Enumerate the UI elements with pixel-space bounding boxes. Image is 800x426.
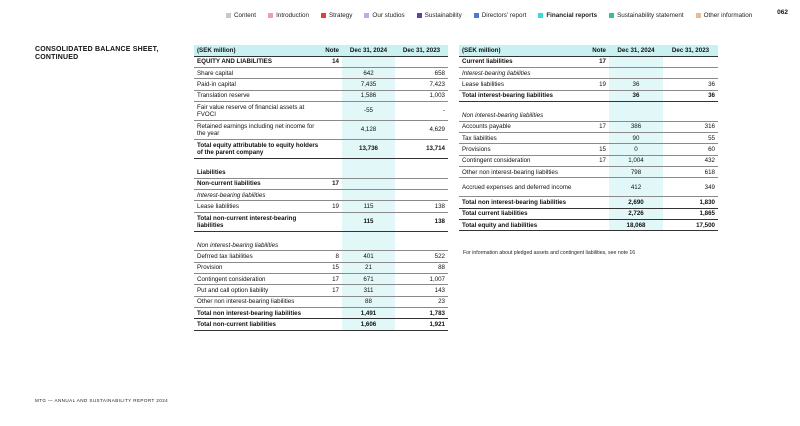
row-note [589,197,609,208]
table-row [459,208,718,219]
table-row [194,90,448,101]
table-row [459,121,718,132]
row-value-2023: 432 [663,155,718,166]
header-2023: Dec 31, 2023 [395,45,448,56]
row-note [322,231,342,240]
row-value-2023: 7,423 [395,79,448,90]
row-value-2023 [395,158,448,167]
table-row [459,178,718,197]
row-value-2024: 2,726 [609,208,663,219]
row-note [322,167,342,178]
row-value-2024: 115 [342,212,395,231]
row-value-2024: 4,128 [342,120,395,139]
nav-item-label: Other information [703,11,753,19]
row-label: Put and call option liability [194,285,322,296]
row-value-2024 [342,158,395,167]
table-row [194,120,448,139]
row-label: Other non interest-bearing liabilities [194,296,322,307]
row-value-2024 [342,56,395,67]
row-note [322,101,342,120]
table-row [194,240,448,251]
row-note [322,139,342,158]
nav-color-square-icon [321,13,326,18]
row-note [589,90,609,101]
row-label: Total non-current liabilities [194,319,322,330]
section-title: CONSOLIDATED BALANCE SHEET, CONTINUED [35,46,159,61]
table-row [194,212,448,231]
table-header-row [459,45,718,56]
table-row [194,68,448,79]
nav-item-label: Financial reports [546,11,598,19]
row-value-2023: 316 [663,121,718,132]
table-spacer-row [194,158,448,167]
row-value-2023 [663,68,718,79]
row-value-2023: 23 [395,296,448,307]
row-value-2024 [342,190,395,201]
row-value-2024: 88 [342,296,395,307]
header-2024: Dec 31, 2024 [609,45,663,56]
row-label: Contingent consideration [459,155,589,166]
row-value-2024: 7,435 [342,79,395,90]
row-value-2023: 55 [663,133,718,144]
table-row [194,139,448,158]
row-value-2024 [609,101,663,110]
table-spacer-row [459,101,718,110]
row-value-2023 [395,231,448,240]
balance-sheet-table-right [459,45,718,231]
table-row [194,274,448,285]
nav-item-label: Content [234,11,257,19]
balance-sheet-table-left [194,45,448,331]
header-label: (SEK million) [459,45,589,56]
row-label: Liabilities [194,167,322,178]
row-value-2023: 4,629 [395,120,448,139]
nav-item-other-information[interactable] [696,12,753,19]
table-row [459,197,718,208]
row-label [194,231,322,240]
row-value-2024 [609,110,663,121]
row-note: 8 [322,251,342,262]
header-label: (SEK million) [194,45,322,56]
header-note: Note [589,45,609,56]
nav-item-label: Introduction [276,11,309,19]
row-value-2024: 36 [609,90,663,101]
table-row [459,56,718,67]
nav-color-square-icon [417,13,422,18]
row-note [322,120,342,139]
row-note [589,110,609,121]
table-row [194,190,448,201]
row-note [322,319,342,330]
row-value-2024: 36 [609,79,663,90]
row-label: Defrred tax liabilities [194,251,322,262]
table-row [459,110,718,121]
table-row [194,101,448,120]
row-value-2024 [609,68,663,79]
nav-item-label: Strategy [328,11,353,19]
row-label: Provisions [459,144,589,155]
row-value-2023: 60 [663,144,718,155]
row-label [194,158,322,167]
row-value-2023: 618 [663,166,718,177]
row-value-2024: 798 [609,166,663,177]
row-note [322,212,342,231]
row-note: 19 [589,79,609,90]
row-value-2024: 21 [342,262,395,273]
row-value-2023: 17,500 [663,219,718,230]
nav-item-label: Directors' report [481,11,527,19]
row-value-2023: 36 [663,79,718,90]
row-label: Lease liabilities [194,201,322,212]
row-label: Total non interest-bearing liabilities [194,307,322,318]
row-note [589,68,609,79]
top-navigation [226,9,764,21]
nav-color-square-icon [226,13,231,18]
row-value-2023: 1,003 [395,90,448,101]
row-value-2024: 401 [342,251,395,262]
row-note: 19 [322,201,342,212]
row-label: Non-current liabilities [194,178,322,189]
row-label: Tax liabilities [459,133,589,144]
nav-color-square-icon [364,13,369,18]
row-value-2024: 18,068 [609,219,663,230]
row-value-2024: 1,491 [342,307,395,318]
row-value-2023: 1,921 [395,319,448,330]
row-label: Accrued expenses and deferred income [459,178,589,197]
row-label: EQUITY AND LIABILITIES [194,56,322,67]
row-note [322,158,342,167]
nav-item-our-studios[interactable] [364,12,404,19]
nav-item-sustainability-statement[interactable] [609,12,684,19]
row-value-2023 [663,110,718,121]
row-label: Provision [194,262,322,273]
row-note: 17 [589,121,609,132]
table-row [194,307,448,318]
nav-color-square-icon [474,13,479,18]
row-value-2023 [395,240,448,251]
nav-item-introduction[interactable] [268,12,309,19]
row-note [589,178,609,197]
nav-item-sustainability[interactable] [417,12,462,19]
nav-color-square-icon [696,13,701,18]
row-value-2023: 1,865 [663,208,718,219]
nav-item-label: Sustainability [424,11,462,19]
table-row [194,201,448,212]
nav-item-financial-reports[interactable] [538,12,597,19]
row-note [589,133,609,144]
row-note [322,68,342,79]
table-row [194,251,448,262]
row-value-2024: 1,606 [342,319,395,330]
footer-text: MTG — ANNUAL AND SUSTAINABILITY REPORT 2024 [35,398,169,403]
row-value-2023 [395,56,448,67]
row-note: 17 [322,274,342,285]
row-note [322,79,342,90]
row-label: Total equity and liabilities [459,219,589,230]
row-label: Interest-bearing liabilities [459,68,589,79]
row-value-2023: 143 [395,285,448,296]
header-2024: Dec 31, 2024 [342,45,395,56]
row-value-2024: 115 [342,201,395,212]
row-value-2023: 1,783 [395,307,448,318]
row-label: Contingent consideration [194,274,322,285]
table-row [194,56,448,67]
row-value-2023: 36 [663,90,718,101]
row-label: Total equity attributable to equity holders of the parent company [194,139,322,158]
row-value-2023: 138 [395,201,448,212]
row-value-2024: 642 [342,68,395,79]
footnote: For information about pledged assets and contingent liabilities, see note 16 [463,250,636,256]
row-label: Retained earnings including net income for the year [194,120,322,139]
table-header-row [194,45,448,56]
row-note [322,307,342,318]
row-note: 14 [322,56,342,67]
row-value-2023: - [395,101,448,120]
table-spacer-row [194,231,448,240]
row-value-2023: 658 [395,68,448,79]
header-2023: Dec 31, 2023 [663,45,718,56]
row-value-2024 [342,167,395,178]
row-value-2023: 88 [395,262,448,273]
row-label: Share capital [194,68,322,79]
row-note [322,90,342,101]
row-label: Paid-in capital [194,79,322,90]
table-row [459,90,718,101]
table-row [194,285,448,296]
row-value-2024: 671 [342,274,395,285]
row-value-2024: 311 [342,285,395,296]
row-value-2024: 412 [609,178,663,197]
row-label: Fair value reserve of financial assets at FVOCI [194,101,322,120]
row-label: Total current liabilities [459,208,589,219]
table-row [459,219,718,230]
row-value-2023 [395,178,448,189]
table-row [194,296,448,307]
table-row [459,68,718,79]
row-value-2024: 386 [609,121,663,132]
row-value-2023: 138 [395,212,448,231]
row-value-2024: 13,736 [342,139,395,158]
table-row [194,178,448,189]
row-value-2024 [342,178,395,189]
nav-item-content[interactable] [226,12,256,19]
row-label: Other non interest-bearing liabilties [459,166,589,177]
row-value-2024 [609,56,663,67]
row-label: Total non interest-bearing liabilities [459,197,589,208]
row-value-2024: 90 [609,133,663,144]
table-row [194,167,448,178]
row-note: 15 [589,144,609,155]
row-note: 17 [589,155,609,166]
row-label: Lease liabilities [459,79,589,90]
row-value-2024: -55 [342,101,395,120]
row-value-2023 [395,167,448,178]
row-label: Total interest-bearing liabilities [459,90,589,101]
nav-color-square-icon [609,13,614,18]
table-row [194,262,448,273]
row-value-2024: 0 [609,144,663,155]
row-note [589,208,609,219]
row-label [459,101,589,110]
row-note [589,166,609,177]
nav-item-label: Sustainability statement [617,11,684,19]
table-row [459,133,718,144]
row-label: Non interest-bearing liabilities [459,110,589,121]
table-row [459,79,718,90]
table-row [459,155,718,166]
nav-item-directors-report[interactable] [474,12,527,19]
row-note [589,101,609,110]
nav-color-square-icon [538,13,543,18]
row-value-2023: 349 [663,178,718,197]
row-value-2023 [663,56,718,67]
row-label: Non interest-bearing liabilities [194,240,322,251]
table-row [459,166,718,177]
header-note: Note [322,45,342,56]
nav-item-strategy[interactable] [321,12,352,19]
table-row [194,319,448,330]
row-label: Current liabilities [459,56,589,67]
page-number: 062 [777,9,788,16]
row-value-2023: 522 [395,251,448,262]
nav-item-label: Our studios [372,11,405,19]
row-note [322,296,342,307]
row-value-2024: 1,586 [342,90,395,101]
row-value-2024: 1,004 [609,155,663,166]
row-note: 17 [322,285,342,296]
row-label: Interest-bearing liabilities [194,190,322,201]
row-value-2023: 13,714 [395,139,448,158]
row-label: Translation reserve [194,90,322,101]
row-value-2023: 1,007 [395,274,448,285]
row-note: 15 [322,262,342,273]
row-value-2023 [663,101,718,110]
row-value-2023: 1,830 [663,197,718,208]
row-label: Accounts payable [459,121,589,132]
row-value-2024: 2,690 [609,197,663,208]
row-note: 17 [322,178,342,189]
row-note [322,190,342,201]
row-value-2024 [342,231,395,240]
row-note [322,240,342,251]
row-note [589,219,609,230]
row-value-2024 [342,240,395,251]
table-row [459,144,718,155]
table-row [194,79,448,90]
nav-color-square-icon [268,13,273,18]
row-label: Total non-current interest-bearing liabilities [194,212,322,231]
row-value-2023 [395,190,448,201]
row-note: 17 [589,56,609,67]
